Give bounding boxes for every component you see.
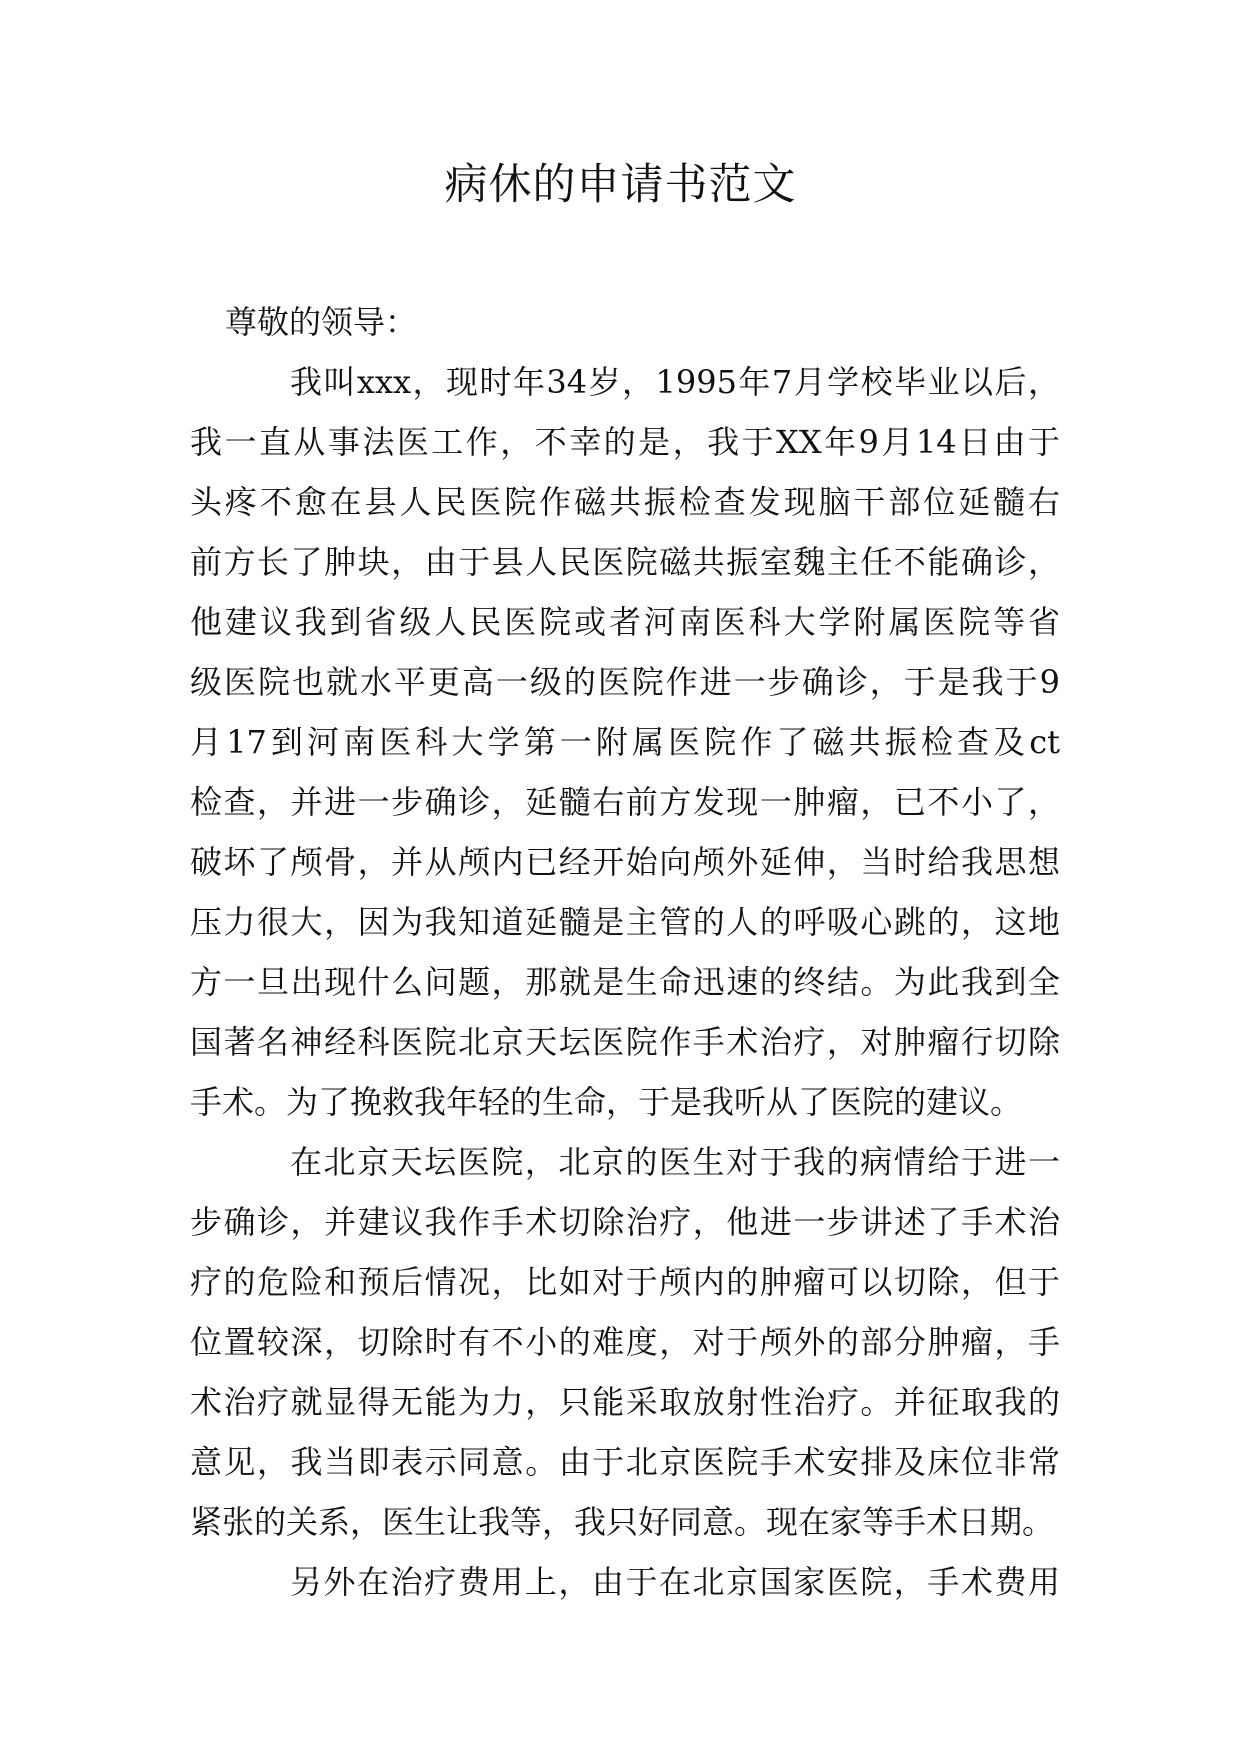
text-line: 前方长了肿块，由于县人民医院磁共振室魏主任不能确诊， xyxy=(190,543,1060,581)
text-line: 术治疗就显得无能为力，只能采取放射性治疗。并征取我的 xyxy=(190,1383,1060,1421)
text-line: 我一直从事法医工作，不幸的是，我于XX年9月14日由于 xyxy=(190,423,1060,461)
text-line: 月17到河南医科大学第一附属医院作了磁共振检查及ct xyxy=(190,723,1060,761)
text-line: 手术。为了挽救我年轻的生命，于是我听从了医院的建议。 xyxy=(190,1083,1023,1121)
text-line: 压力很大，因为我知道延髓是主管的人的呼吸心跳的，这地 xyxy=(190,903,1060,941)
salutation: 尊敬的领导： xyxy=(225,303,418,341)
text-line: 位置较深，切除时有不小的难度，对于颅外的部分肿瘤，手 xyxy=(190,1323,1060,1361)
text-line: 国著名神经科医院北京天坛医院作手术治疗，对肿瘤行切除 xyxy=(190,1023,1060,1061)
text-line: 意见，我当即表示同意。由于北京医院手术安排及床位非常 xyxy=(190,1443,1060,1481)
text-line: 在北京天坛医院，北京的医生对于我的病情给于进一 xyxy=(290,1143,1060,1181)
text-line: 步确诊，并建议我作手术切除治疗，他进一步讲述了手术治 xyxy=(190,1203,1060,1241)
text-line: 另外在治疗费用上，由于在北京国家医院，手术费用 xyxy=(290,1563,1060,1601)
paragraph-2 xyxy=(190,1132,1060,1552)
paragraph-3 xyxy=(190,1552,1060,1612)
page-title: 病休的申请书范文 xyxy=(444,160,797,210)
text-line: 我叫xxx，现时年34岁，1995年7月学校毕业以后， xyxy=(290,363,1060,401)
text-line: 检查，并进一步确诊，延髓右前方发现一肿瘤，已不小了， xyxy=(190,783,1060,821)
text-line: 级医院也就水平更高一级的医院作进一步确诊，于是我于9 xyxy=(190,663,1060,701)
text-line: 紧张的关系，医生让我等，我只好同意。现在家等手术日期。 xyxy=(190,1503,1055,1541)
text-line: 头疼不愈在县人民医院作磁共振检查发现脑干部位延髓右 xyxy=(190,483,1060,521)
paragraph-1 xyxy=(190,352,1060,1132)
text-line: 他建议我到省级人民医院或者河南医科大学附属医院等省 xyxy=(190,603,1060,641)
text-line: 方一旦出现什么问题，那就是生命迅速的终结。为此我到全 xyxy=(190,963,1060,1001)
text-line: 疗的危险和预后情况，比如对于颅内的肿瘤可以切除，但于 xyxy=(190,1263,1060,1301)
text-line: 破坏了颅骨，并从颅内已经开始向颅外延伸，当时给我思想 xyxy=(190,843,1060,881)
document-body xyxy=(190,292,1060,1612)
